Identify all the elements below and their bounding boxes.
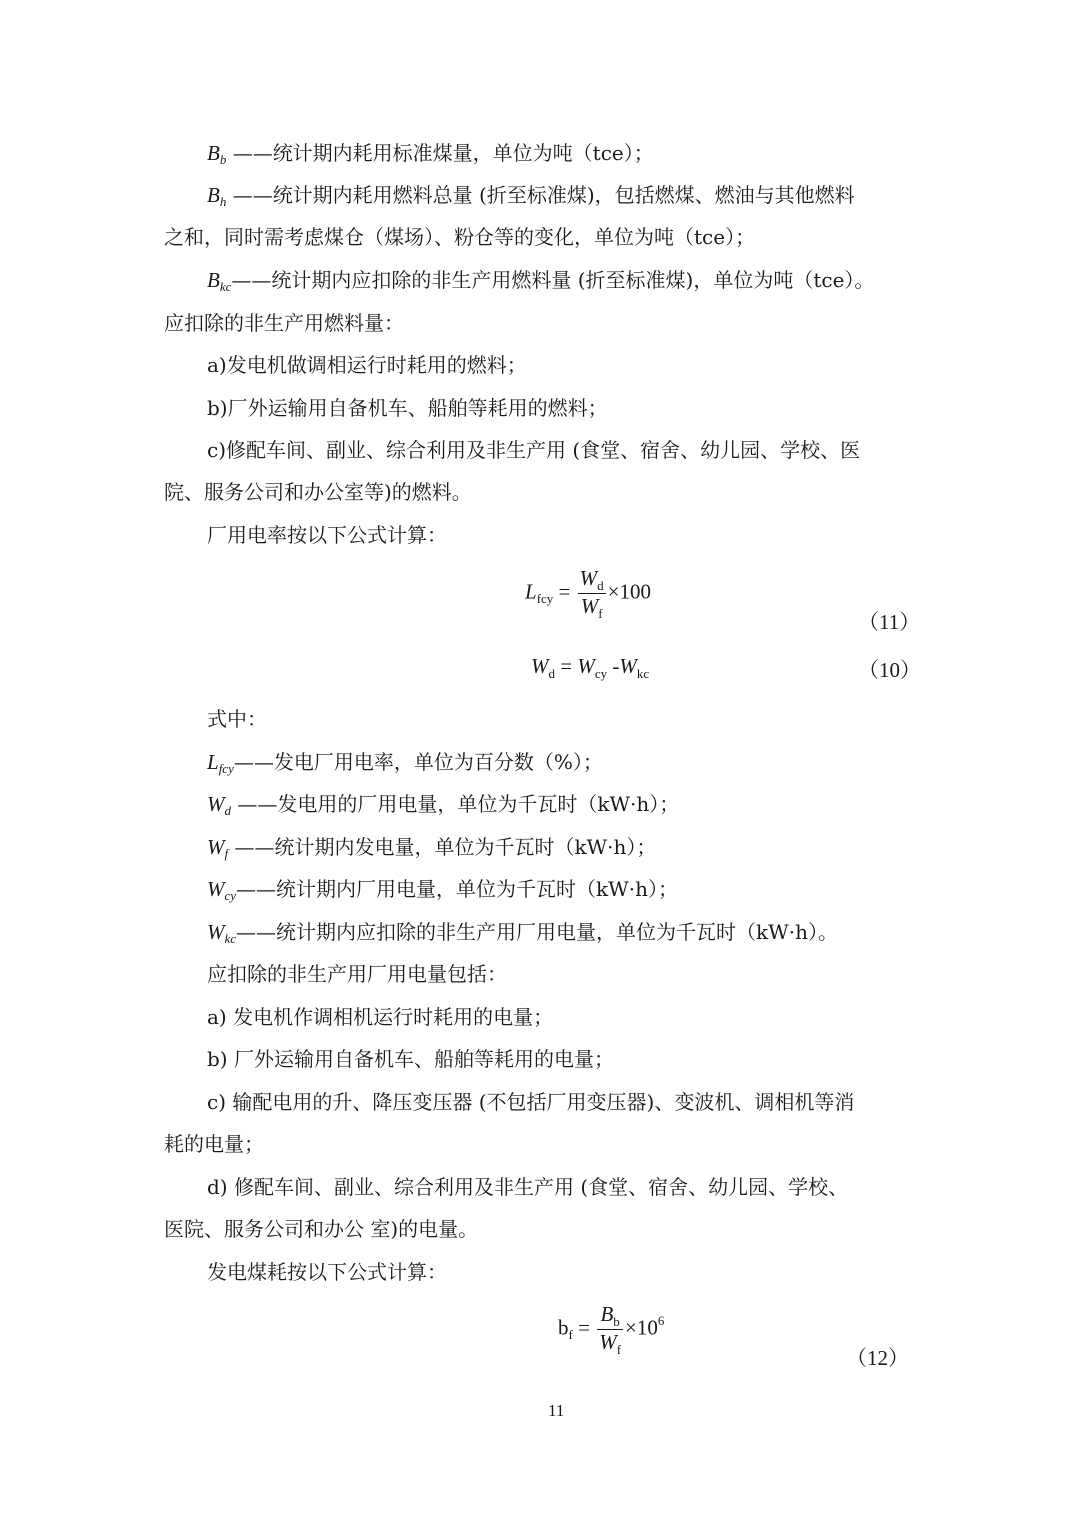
definition-text: 发电厂用电率，单位为百分数（%）； <box>273 750 603 774</box>
where-label: 式中： <box>207 707 267 731</box>
nonprod-power-item-c: c) 输配电用的升、降压变压器 (不包括厂用变压器)、变波机、调相机等消 <box>207 1090 855 1114</box>
symbol: $W_f$ <box>207 835 229 861</box>
nonprod-power-item-c-continuation: 耗的电量； <box>164 1132 264 1156</box>
definition-text: 统计期内应扣除的非生产用厂用电量，单位为千瓦时（kW·h）。 <box>276 920 838 944</box>
definition-text: 发电用的厂用电量，单位为千瓦时（kW·h）； <box>277 792 680 816</box>
equation-number-12: （12） <box>846 1346 909 1370</box>
symbol: $L_{fcy}$ <box>207 750 234 776</box>
dash: —— <box>233 750 274 774</box>
dash: —— <box>231 268 272 292</box>
dash: —— <box>236 877 277 901</box>
symbol: $W_d$ <box>207 792 231 818</box>
def-wcy <box>207 877 678 908</box>
symbol: $B_{kc}$ <box>207 268 232 294</box>
nonprod-fuel-item-c-continuation: 院、服务公司和办公室等)的燃料。 <box>164 480 472 504</box>
formula-11: $L_{fcy}$ = $\frac{W_d}{W_f}$ ×100 <box>525 566 651 621</box>
fraction: $\frac{W_d}{W_f}$ <box>579 566 604 621</box>
definition-text: 统计期内厂用电量，单位为千瓦时（kW·h）； <box>276 877 678 901</box>
definition-text: 统计期内耗用燃料总量 (折至标准煤)，包括燃煤、燃油与其他燃料 <box>272 183 855 207</box>
nonprod-power-item-d: d) 修配车间、副业、综合利用及非生产用 (食堂、宿舍、幼儿园、学校、 <box>207 1175 849 1199</box>
def-bh <box>207 183 855 214</box>
def-bb <box>207 141 654 172</box>
dash: —— <box>236 920 277 944</box>
symbol: $W_{kc}$ <box>207 920 237 946</box>
nonprod-fuel-item-c: c)修配车间、副业、综合利用及非生产用 (食堂、宿舍、幼儿园、学校、医 <box>207 438 861 462</box>
equation-number-11: （11） <box>858 610 921 634</box>
definition-text: 统计期内耗用标准煤量，单位为吨（tce）； <box>272 141 654 165</box>
formula-10: $W_d = W_{cy}$ $-W_{kc}$ <box>531 654 650 681</box>
fraction: $\frac{B_b}{W_f}$ <box>599 1302 622 1357</box>
nonprod-fuel-item-b: b)厂外运输用自备机车、船舶等耗用的燃料； <box>207 396 608 420</box>
def-lfcy <box>207 750 603 781</box>
nonprod-power-item-d-continuation: 医院、服务公司和办公 室)的电量。 <box>164 1217 479 1241</box>
nonprod-fuel-item-a: a)发电机做调相运行时耗用的燃料； <box>207 353 527 377</box>
page-number: 11 <box>548 1401 565 1420</box>
dash: —— <box>232 183 273 207</box>
equation-number-10: （10） <box>858 658 921 682</box>
symbol: $B_b$ <box>207 141 227 167</box>
dash: —— <box>232 141 273 165</box>
coal-intro: 发电煤耗按以下公式计算： <box>207 1260 447 1284</box>
def-bkc <box>207 268 874 299</box>
nonprod-power-item-b: b) 厂外运输用自备机车、船舶等耗用的电量； <box>207 1047 614 1071</box>
symbol: $W_{cy}$ <box>207 877 237 903</box>
definition-text: 统计期内发电量，单位为千瓦时（kW·h）； <box>274 835 657 859</box>
nonprod-power-item-a: a) 发电机作调相机运行时耗用的电量； <box>207 1005 554 1029</box>
def-wf <box>207 835 656 866</box>
plant-rate-intro: 厂用电率按以下公式计算： <box>207 523 447 547</box>
def-wd <box>207 792 679 823</box>
symbol: $B_h$ <box>207 183 227 209</box>
nonprod-power-heading: 应扣除的非生产用厂用电量包括： <box>207 962 507 986</box>
def-wkc <box>207 920 838 951</box>
def-bh-continuation: 之和，同时需考虑煤仓（煤场）、粉仓等的变化，单位为吨（tce）； <box>164 225 756 249</box>
definition-text: 统计期内应扣除的非生产用燃料量 (折至标准煤)，单位为吨（tce）。 <box>271 268 875 292</box>
nonprod-fuel-heading: 应扣除的非生产用燃料量： <box>164 311 404 335</box>
formula-12: $b_f$ = $\frac{B_b}{W_f}$ $\times 10^6$ <box>558 1302 665 1357</box>
dash: —— <box>234 835 275 859</box>
dash: —— <box>237 792 278 816</box>
